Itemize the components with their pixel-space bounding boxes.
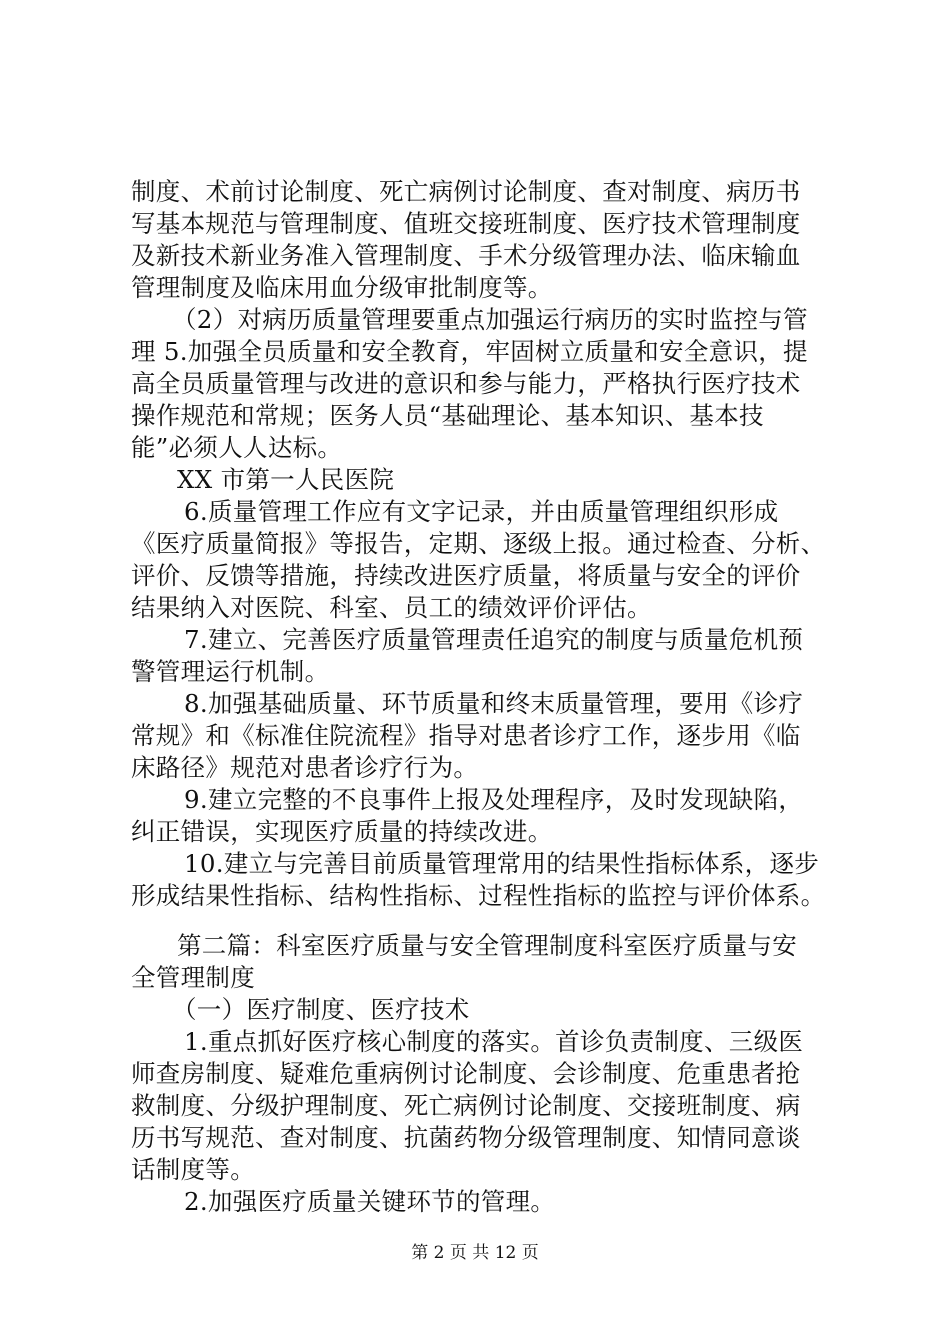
body-text-line: 10.建立与完善目前质量管理常用的结果性指标体系，逐步: [184, 849, 820, 878]
body-text-line: 高全员质量管理与改进的意识和参与能力，严格执行医疗技术: [131, 369, 801, 398]
body-text-line: 理 5.加强全员质量和安全教育，牢固树立质量和安全意识，提: [131, 337, 808, 366]
body-text-line: 评价、反馈等措施，持续改进医疗质量，将质量与安全的评价: [131, 561, 801, 590]
body-text-line: 2.加强医疗质量关键环节的管理。: [184, 1187, 556, 1216]
body-text-line: 常规》和《标准住院流程》指导对患者诊疗工作，逐步用《临: [131, 721, 801, 750]
body-text-line: 救制度、分级护理制度、死亡病例讨论制度、交接班制度、病: [131, 1091, 801, 1120]
body-text-line: 警管理运行机制。: [131, 657, 330, 686]
section-heading: 第二篇：科室医疗质量与安全管理制度科室医疗质量与安: [177, 931, 797, 960]
body-text-line: 9.建立完整的不良事件上报及处理程序，及时发现缺陷，: [184, 785, 804, 814]
body-text-line: 1.重点抓好医疗核心制度的落实。首诊负责制度、三级医: [184, 1027, 804, 1056]
body-text-line: （2）对病历质量管理要重点加强运行病历的实时监控与管: [172, 305, 808, 334]
body-text-line: 管理制度及临床用血分级审批制度等。: [131, 273, 553, 302]
hospital-name: XX 市第一人民医院: [177, 465, 395, 494]
body-text-line: 纠正错误，实现医疗质量的持续改进。: [131, 817, 553, 846]
body-text-line: 《医疗质量简报》等报告，定期、逐级上报。通过检查、分析、: [131, 529, 826, 558]
section-heading: 全管理制度: [131, 963, 255, 992]
subsection-heading: （一）医疗制度、医疗技术: [172, 995, 470, 1024]
body-text-line: 结果纳入对医院、科室、员工的绩效评价评估。: [131, 593, 652, 622]
body-text-line: 历书写规范、查对制度、抗菌药物分级管理制度、知情同意谈: [131, 1123, 801, 1152]
body-text-line: 写基本规范与管理制度、值班交接班制度、医疗技术管理制度: [131, 209, 801, 238]
body-text-line: 形成结果性指标、结构性指标、过程性指标的监控与评价体系。: [131, 881, 826, 910]
body-text-line: 6.质量管理工作应有文字记录，并由质量管理组织形成: [184, 497, 779, 526]
body-text-line: 操作规范和常规；医务人员“基础理论、基本知识、基本技: [131, 401, 764, 430]
body-text-line: 师查房制度、疑难危重病例讨论制度、会诊制度、危重患者抢: [131, 1059, 801, 1088]
body-text-line: 床路径》规范对患者诊疗行为。: [131, 753, 479, 782]
body-text-line: 7.建立、完善医疗质量管理责任追究的制度与质量危机预: [184, 625, 804, 654]
body-text-line: 能”必须人人达标。: [131, 433, 343, 462]
body-text-line: 制度、术前讨论制度、死亡病例讨论制度、查对制度、病历书: [131, 177, 801, 206]
body-text-line: 及新技术新业务准入管理制度、手术分级管理办法、临床输血: [131, 241, 801, 270]
page-number-footer: 第 2 页 共 12 页: [411, 1243, 539, 1263]
body-text-line: 8.加强基础质量、环节质量和终末质量管理，要用《诊疗: [184, 689, 804, 718]
body-text-line: 话制度等。: [131, 1155, 255, 1184]
